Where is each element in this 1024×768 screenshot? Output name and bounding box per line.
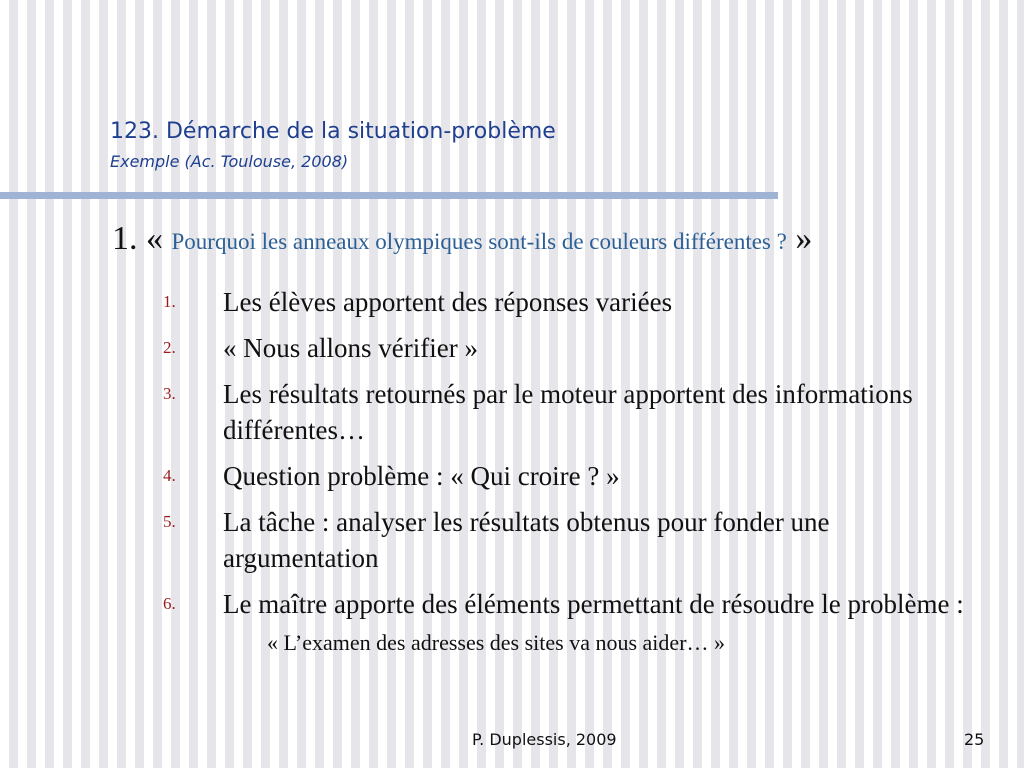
list-item <box>160 330 980 366</box>
list-item-subline: « L’examen des adresses des sites va nous aider… » <box>267 630 726 655</box>
page-number: 25 <box>964 730 985 749</box>
list-item <box>160 504 980 576</box>
list-item-number: 4. <box>163 466 176 485</box>
question-number: 1. <box>112 220 138 257</box>
list-item-text: Le maître apporte des éléments permettant de résoudre le problème : <box>223 589 964 619</box>
question-close-quote: » <box>795 220 813 257</box>
slide-title: 123. Démarche de la situation-problème <box>110 119 556 144</box>
list-item-number: 6. <box>163 594 176 613</box>
list-item-number: 5. <box>163 512 176 531</box>
list-item <box>160 586 980 658</box>
list-item <box>160 284 980 320</box>
question-open-quote: « <box>146 220 163 257</box>
question-heading <box>112 218 812 263</box>
list-item-text: Les résultats retournés par le moteur apportent des informations différentes… <box>223 379 913 445</box>
list-item-number: 3. <box>163 384 176 403</box>
list-item-text: La tâche : analyser les résultats obtenus pour fonder une argumentation <box>223 507 830 573</box>
slide-subtitle: Exemple (Ac. Toulouse, 2008) <box>110 152 349 171</box>
list-item-text: « Nous allons vérifier » <box>223 333 478 363</box>
list-item-text: Les élèves apportent des réponses variées <box>223 287 673 317</box>
question-text: Pourquoi les anneaux olympiques sont-ils de couleurs différentes ? <box>171 229 787 254</box>
list-item-number: 1. <box>163 292 176 311</box>
list-item <box>160 376 980 448</box>
list-item-text: Question problème : « Qui croire ? » <box>223 461 620 491</box>
list-item <box>160 458 980 494</box>
steps-list <box>160 284 980 668</box>
footer-author: P. Duplessis, 2009 <box>472 730 617 749</box>
title-divider <box>0 192 778 199</box>
list-item-number: 2. <box>163 338 176 357</box>
